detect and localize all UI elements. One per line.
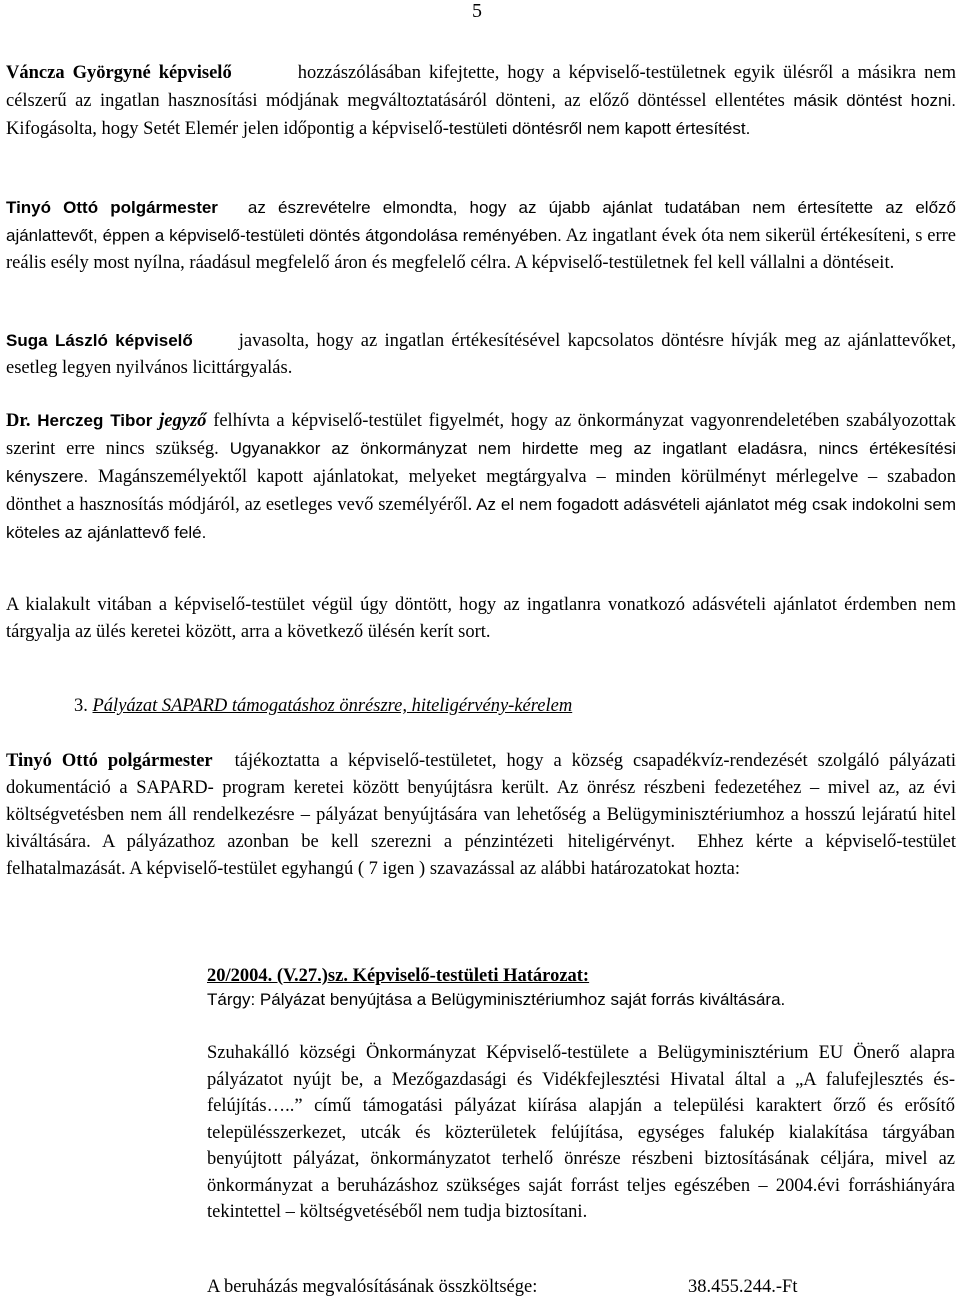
paragraph-herczeg-text: felhívta a képviselő-testület figyelmét, hogy az önkormányzat vagyonrendeletében szabályozottak szerint erre nincs szükség. [6, 411, 956, 459]
paragraph-tinyo-2-text-2: hiteligérvényt. [567, 832, 676, 852]
paragraph-tinyo-1-text: az észrevételre elmondta, hogy az újabb ajánlat tudatában nem értesítette az előző ajánlattevőt, éppen a képviselő-testületi döntés átgondolása reményében. [6, 198, 956, 245]
paragraph-herczeg-text-4: Az el nem fogadott adásvételi ajánlatot még csak indokolni sem köteles az ajánlattevő felé. [6, 495, 956, 542]
paragraph-suga-text: javasolta, hogy az ingatlan értékesítésével kapcsolatos döntésre hívják meg az ajánlattevőket, esetleg legyen nyilvános licittárgyalás. [6, 331, 956, 378]
paragraph-tinyo-1 [6, 194, 956, 277]
resolution-subject: Tárgy: Pályázat benyújtása a Belügyminisztériumhoz saját forrás kiváltására. [207, 990, 786, 1009]
section-number: 3. [74, 696, 88, 716]
paragraph-tinyo-2-text: tájékoztatta a képviselő-testületet, hogy a község csapadékvíz-rendezését szolgáló pályázati dokumentáció a SAPARD- program keretei között benyújtásra került. Az önrész részbeni fedezetéhez – mivel az, az évi költségvetésben nem áll rendelkezésre – pályázat benyújtására van lehetőség a Belügyminisztériumhoz a hosszú lejáratú hitel kiváltására. A pályázathoz azonban be kell szerezni a pénzintézeti [6, 751, 956, 852]
paragraph-herczeg-text-2: Ugyanakkor az önkormányzat nem hirdette meg az ingatlant eladásra, nincs értékesítési kényszere. [6, 439, 956, 486]
paragraph-suga [6, 327, 956, 382]
speaker-herczeg: Herczeg Tibor [37, 411, 153, 430]
paragraph-vancza-text-3: Kifogásolta, hogy Setét Elemér jelen időpontig a képviselő- [6, 119, 449, 139]
paragraph-tinyo-2-text-3: Ehhez kérte a képviselő-testület felhatalmazását. A képviselő-testület egyhangú ( 7 igen ) szavazással az alábbi határozatokat hozta: [6, 832, 956, 879]
speaker-vancza: Váncza Györgyné képviselő [6, 63, 232, 83]
paragraph-tinyo-2 [6, 748, 956, 883]
paragraph-vancza [6, 60, 956, 143]
page-number: 5 [472, 0, 482, 22]
paragraph-herczeg-text-3: Magánszemélyektől kapott ajánlatokat, melyeket megtárgyalva – minden körülményt mérlegelve – szabadon dönthet a hasznosítás módjáról, az esetleges vevő személyéről. [6, 467, 956, 515]
speaker-dr: Dr. [6, 411, 31, 431]
section-title: Pályázat SAPARD támogatáshoz önrészre, hiteligérvény-kérelem [92, 696, 573, 716]
speaker-tinyo-2: Tinyó Ottó polgármester [6, 751, 213, 771]
section-heading [74, 693, 572, 720]
speaker-role: jegyző [159, 411, 207, 431]
paragraph-vancza-text: hozzászólásában kifejtette, hogy a képviselő-testületnek egyik ülésről a másikra nem célszerű az ingatlan hasznosítási módjának megváltoztatásáról dönteni, az előző döntéssel ellentétes [6, 63, 956, 111]
paragraph-tinyo-1-text-2: Az ingatlant évek óta nem sikerül értékesíteni, s erre reális esély most nyílna, ráadásul megfelelő áron és megfelelő célra. A képviselő-testületnek fel kell vállalni a döntéseit. [6, 226, 956, 273]
resolution-body: Szuhakálló községi Önkormányzat Képviselő-testülete a Belügyminisztérium EU Önerő alapra pályázatot nyújt be, a Mezőgazdasági és Vidékfejlesztési Hivatal által a „A falufejlesztés és- felújítás…..” című támogatási pályázat kiírása alapján a települési karaktert őrző és erősítő településszerkezet, utcák és közterületek felújítása, egységes falukép kialakítása tárgyában benyújtott pályázat, önkormányzatot terhelő önrésze részbeni biztosításának céljára, mivel az önkormányzat a beruházáshoz szükséges saját forrást teljes egészében – 2004.évi forráshiányára tekintettel – költségvetéséből nem tudja biztosítani. [207, 1043, 955, 1222]
resolution-title: 20/2004. (V.27.)sz. Képviselő-testületi Határozat: [207, 966, 590, 986]
paragraph-decision: A kialakult vitában a képviselő-testület végül úgy döntött, hogy az ingatlanra vonatkozó adásvételi ajánlatot érdemben nem tárgyalja az ülés keretei között, arra a következő ülésén kerít sort. [6, 595, 956, 642]
cost-value: 38.455.244.-Ft [688, 1277, 798, 1297]
speaker-tinyo-1: Tinyó Ottó polgármester [6, 198, 218, 217]
paragraph-herczeg [6, 407, 956, 547]
cost-label: A beruházás megvalósításának összköltsége: [207, 1277, 538, 1297]
paragraph-vancza-text-4: testületi döntésről nem kapott értesítést. [448, 119, 751, 138]
paragraph-vancza-text-2: másik döntést hozni. [793, 91, 956, 110]
speaker-suga: Suga László képviselő [6, 331, 193, 350]
